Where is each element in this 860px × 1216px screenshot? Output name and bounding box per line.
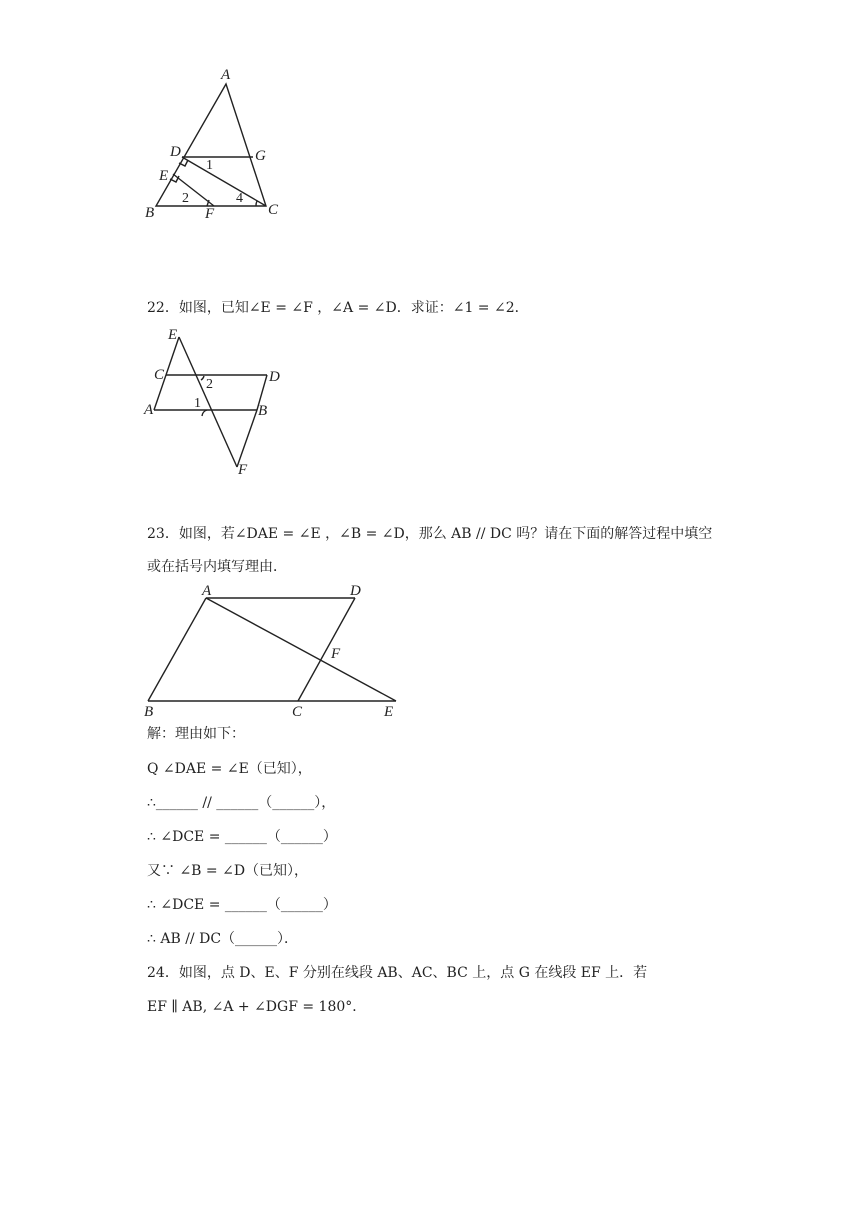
label-c: C [292, 704, 303, 720]
angle-label-4: 4 [236, 191, 243, 206]
solution-line-4: ∴ ∠DCE = ______（______） [147, 829, 337, 845]
label-f: F [331, 646, 341, 662]
solution-line-6: ∴ ∠DCE = ______（______） [147, 897, 337, 913]
figure-22 [140, 322, 290, 480]
label-b: B [144, 704, 154, 720]
angle-label-1: 1 [206, 158, 213, 173]
angle-arc-1 [202, 410, 207, 416]
segment-ae [206, 598, 396, 701]
label-a: A [221, 67, 231, 83]
segment-dc [182, 157, 266, 206]
label-b: B [258, 403, 268, 419]
label-e: E [384, 704, 394, 720]
angle-arc-2 [201, 376, 204, 380]
angle-label-2: 2 [206, 377, 213, 392]
angle-label-2: 2 [182, 191, 189, 206]
label-g: G [255, 148, 266, 164]
question-24-line-1: 24．如图，点 D、E、F 分别在线段 AB、AC、BC 上，点 G 在线段 EF 上．若 [147, 965, 648, 981]
label-a: A [144, 402, 154, 418]
segment-dc [298, 598, 355, 701]
label-e: E [168, 327, 178, 343]
solution-line-2: Q ∠DAE = ∠E（已知）， [147, 761, 312, 777]
solution-line-3: ∴______ // ______（______）， [147, 795, 336, 811]
label-d: D [350, 583, 361, 599]
solution-line-7: ∴ AB // DC（______）． [147, 931, 299, 947]
figure-23 [140, 580, 410, 722]
segment-ef [173, 174, 214, 206]
solution-line-1: 解：理由如下： [147, 726, 245, 742]
label-d: D [170, 144, 181, 160]
question-22-text: 22．如图，已知∠E = ∠F ，∠A = ∠D．求证：∠1 = ∠2． [147, 300, 529, 316]
segment-bf [237, 410, 257, 467]
label-c: C [154, 367, 165, 383]
question-24-line-2: EF ∥ AB, ∠A + ∠DGF = 180°． [147, 999, 367, 1015]
label-d: D [269, 369, 280, 385]
label-e: E [159, 168, 169, 184]
segment-ab [148, 598, 206, 701]
segment-ef [179, 337, 237, 467]
question-23-line-2: 或在括号内填写理由． [147, 559, 287, 575]
angle-arc-4 [256, 201, 257, 206]
label-b: B [145, 205, 155, 221]
label-f: F [205, 206, 215, 222]
question-23-line-1: 23．如图，若∠DAE = ∠E ，∠B = ∠D，那么 AB // DC 吗？请在下面的解答过程中填空 [147, 526, 713, 542]
angle-label-1: 1 [194, 396, 201, 411]
figure-21 [140, 62, 290, 224]
solution-line-5: 又∵ ∠B = ∠D（已知）， [147, 863, 309, 879]
label-c: C [268, 202, 279, 218]
label-a: A [202, 583, 212, 599]
label-f: F [238, 462, 248, 478]
right-angle-mark-d [179, 160, 188, 166]
